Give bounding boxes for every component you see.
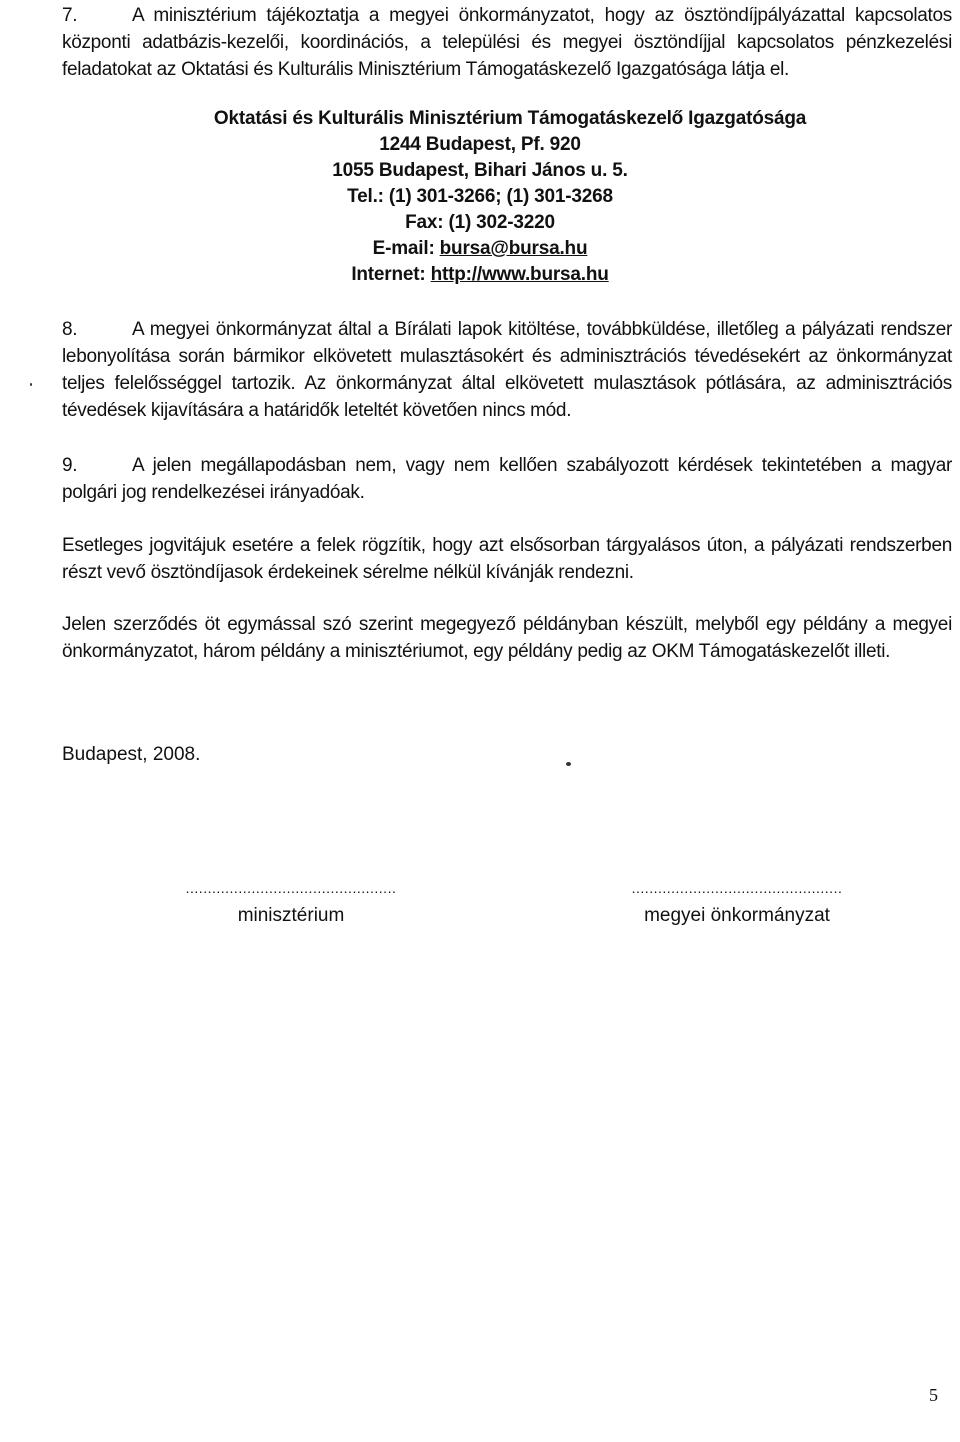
dispute-paragraph: Esetleges jogvitájuk esetére a felek rögzítik, hogy azt elsősorban tárgyalásos úton, a pályázati rendszerben részt vevő ösztöndíjasok érdekeinek sérelme nélkül kívánják rendezni. xyxy=(62,535,952,583)
clause-text: A megyei önkormányzat által a Bírálati lapok kitöltése, továbbküldése, illetőleg a pályázati rendszer lebonyolítása során bármikor elkövetett mulasztásokért és adminisztrációs tévedésekért az önkormányzat teljes felelősséggel tartozik. Az önkormányzat által elkövetett mulasztások pótlására, az adminisztrációs tévedések kijavítására a határidők leteltét követően nincs mód. xyxy=(62,319,952,421)
copies-paragraph: Jelen szerződés öt egymással szó szerint megegyező példányban készült, melyből egy példány a megyei önkormányzatot, három példány a minisztériumot, egy példány pedig az OKM Támogatáskezelőt illeti. xyxy=(62,614,952,662)
signature-line: ................................................ xyxy=(185,880,397,896)
clause-text: A minisztérium tájékoztatja a megyei önkormányzatot, hogy az ösztöndíjpályázattal kapcsolatos központi adatbázis-kezelői, koordinációs, a települési és megyei ösztöndíjjal kapcsolatos pénzkezelési feladatokat az Oktatási és Kulturális Minisztérium Támogatáskezelő Igazgatósága látja el. xyxy=(62,5,952,80)
clause-text: A jelen megállapodásban nem, vagy nem kellően szabályozott kérdések tekintetében a magyar polgári jog rendelkezései irányadóak. xyxy=(62,455,952,503)
signature-ministry xyxy=(160,880,422,927)
signature-line: ................................................ xyxy=(631,880,843,896)
internet-line xyxy=(0,262,960,288)
clause-7 xyxy=(62,2,952,83)
page-number: 5 xyxy=(929,1385,938,1405)
scan-speck xyxy=(566,762,571,766)
email-line xyxy=(0,236,960,262)
pobox: 1244 Budapest, Pf. 920 xyxy=(379,134,581,155)
signature-label: megyei önkormányzat xyxy=(644,905,830,926)
org-name: Oktatási és Kulturális Minisztérium Támogatáskezelő Igazgatósága xyxy=(213,108,807,129)
phone: Tel.: (1) 301-3266; (1) 301-3268 xyxy=(347,186,613,207)
address-block xyxy=(0,106,960,288)
signature-county xyxy=(606,880,868,927)
scan-speck xyxy=(30,383,32,386)
clause-9 xyxy=(62,452,952,506)
street-address: 1055 Budapest, Bihari János u. 5. xyxy=(332,160,628,181)
clause-number: 7. xyxy=(62,5,78,26)
place-date: Budapest, 2008. xyxy=(62,744,201,765)
internet-label: Internet: xyxy=(351,264,431,285)
website-link[interactable]: http://www.bursa.hu xyxy=(430,264,609,285)
clause-8 xyxy=(62,316,952,424)
email-label: E-mail: xyxy=(372,238,440,259)
clause-number: 8. xyxy=(62,319,78,340)
fax: Fax: (1) 302-3220 xyxy=(405,212,555,233)
clause-number: 9. xyxy=(62,455,78,476)
email-link[interactable]: bursa@bursa.hu xyxy=(439,238,588,259)
signature-label: minisztérium xyxy=(237,905,345,926)
